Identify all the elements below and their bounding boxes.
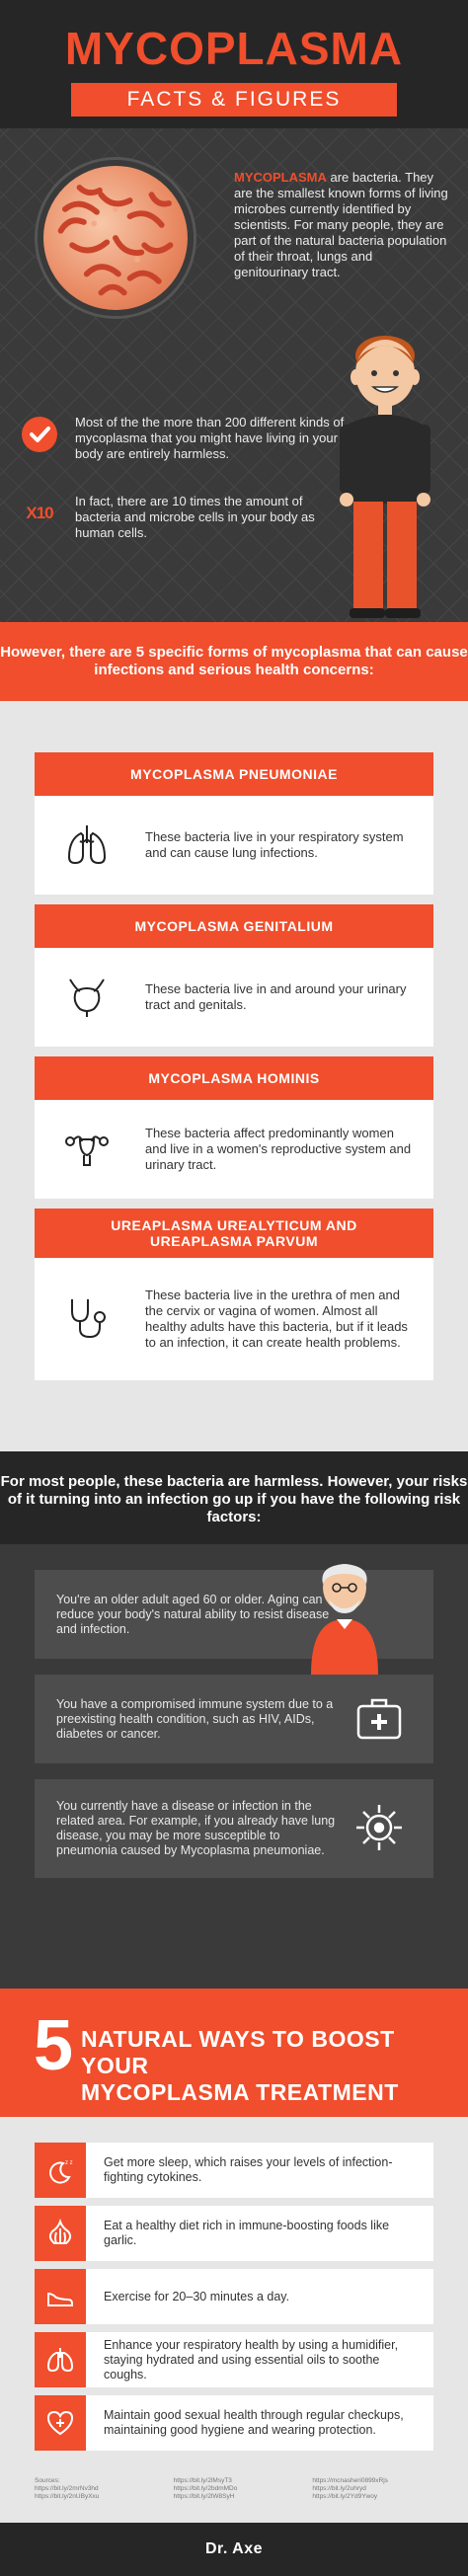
type-title: MYCOPLASMA HOMINIS — [35, 1056, 433, 1100]
tip-row — [35, 2332, 433, 2387]
page-subtitle: FACTS & FIGURES — [71, 83, 397, 117]
bacteria-microscope-icon — [38, 160, 194, 316]
risk-text: You have a compromised immune system due to a preexisting health condition, such as HIV, AIDs, diabetes or cancer. — [56, 1696, 334, 1741]
type-title: MYCOPLASMA PNEUMONIAE — [35, 752, 433, 796]
heart-plus-icon — [45, 2408, 75, 2438]
first-aid-kit-icon — [352, 1692, 406, 1746]
boost-title — [81, 2026, 468, 2106]
page-title: MYCOPLASMA — [64, 23, 404, 74]
type-card — [35, 948, 433, 1047]
sources-list — [0, 2477, 468, 2523]
intro-highlight: MYCOPLASMA — [234, 170, 327, 185]
tip-text: Enhance your respiratory health by using a humidifier, staying hydrated and using essential oils to soothe coughs. — [104, 2337, 399, 2381]
svg-text:z z: z z — [65, 2160, 73, 2166]
source-column: https://bit.ly/2lMsyT3 https://bit.ly/2bdmMDo https://bit.ly/2lW8SyH — [173, 2477, 238, 2500]
type-title: MYCOPLASMA GENITALIUM — [35, 904, 433, 948]
source-column: https://mcnasheri0899xRjs https://bit.ly/2uhryd https://bit.ly/2Yd9Ywoy — [312, 2477, 388, 2500]
risk-text: You're an older adult aged 60 or older. Aging can reduce your body's natural ability to resist disease and infection. — [56, 1592, 330, 1636]
intro-description — [234, 170, 449, 280]
tip-row — [35, 2206, 433, 2261]
tip-row — [35, 2269, 433, 2324]
type-card — [35, 1100, 433, 1199]
lungs-icon — [64, 821, 110, 867]
tip-text: Eat a healthy diet rich in immune-boosting foods like garlic. — [104, 2219, 390, 2247]
type-description: These bacteria affect predominantly women and live in a women's reproductive system and urinary tract. — [145, 1126, 412, 1172]
x10-icon: X10 — [26, 504, 53, 522]
garlic-icon — [45, 2219, 75, 2248]
fact-text: In fact, there are 10 times the amount of bacteria and microbe cells in your body as human cells. — [75, 494, 315, 540]
type-description: These bacteria live in the urethra of men and the cervix or vagina of women. Almost all healthy adults have this bacteria, but if it leads to an infection, it can create health problems. — [145, 1288, 408, 1350]
person-illustration-icon — [326, 326, 444, 622]
type-title: UREAPLASMA UREALYTICUM AND UREAPLASMA PARVUM — [35, 1209, 433, 1258]
source-column: Sources: https://bit.ly/2mrNv3hd https://bit.ly/2nUByXxu — [35, 2477, 100, 2500]
risk-factors-heading: For most people, these bacteria are harmless. However, your risks of it turning into an infection go up if you have the following risk factors: — [0, 1451, 468, 1544]
uterus-icon — [64, 1126, 110, 1171]
elderly-man-icon — [299, 1556, 390, 1675]
tip-row — [35, 2143, 433, 2198]
fact-ten-times — [22, 494, 348, 541]
intro-section — [0, 128, 468, 622]
risk-card — [35, 1675, 433, 1763]
check-icon — [22, 417, 57, 452]
moon-sleep-icon — [45, 2155, 75, 2185]
type-card — [35, 1258, 433, 1380]
boost-number: 5 — [34, 2006, 74, 2085]
boost-title-line1: NATURAL WAYS TO BOOST YOUR — [81, 2026, 395, 2078]
tip-text: Maintain good sexual health through regular checkups, maintaining good hygiene and wearing protection. — [104, 2408, 404, 2437]
risk-card — [35, 1779, 433, 1878]
forms-intro-banner: However, there are 5 specific forms of mycoplasma that can cause infections and serious health concerns: — [0, 622, 468, 701]
intro-text: are bacteria. They are the smallest known forms of living microbes currently identified by scientists. For many people, they are part of the natural bacteria population of their throat, lungs and genitourinary tract. — [234, 170, 448, 279]
risk-factors-section — [0, 1544, 468, 1989]
tip-text: Get more sleep, which raises your levels of infection-fighting cytokines. — [104, 2155, 393, 2184]
type-description: These bacteria live in and around your urinary tract and genitals. — [145, 981, 407, 1012]
risk-text: You currently have a disease or infection in the related area. For example, if you already have lung disease, you may be more susceptible to pneumonia caused by Mycoplasma pneumoniae. — [56, 1799, 336, 1857]
type-card — [35, 796, 433, 895]
type-description: These bacteria live in your respiratory system and can cause lung infections. — [145, 829, 404, 860]
treatment-tips-section — [0, 2117, 468, 2477]
lungs-icon — [45, 2345, 75, 2375]
stethoscope-icon — [64, 1295, 110, 1341]
fact-harmless — [22, 415, 348, 462]
bladder-icon — [64, 974, 110, 1019]
tip-row — [35, 2395, 433, 2451]
boost-treatment-banner — [0, 1989, 468, 2117]
header — [0, 0, 468, 128]
mycoplasma-types-section — [0, 701, 468, 1451]
sneaker-icon — [45, 2282, 75, 2311]
fact-text: Most of the the more than 200 different kinds of mycoplasma that you might have living in your body are entirely harmless. — [75, 415, 345, 461]
tip-text: Exercise for 20–30 minutes a day. — [104, 2289, 290, 2303]
risk-card — [35, 1570, 433, 1659]
boost-title-line2: MYCOPLASMA TREATMENT — [81, 2079, 399, 2105]
virus-gear-icon — [352, 1801, 406, 1854]
brand-footer: Dr. Axe — [0, 2523, 468, 2576]
